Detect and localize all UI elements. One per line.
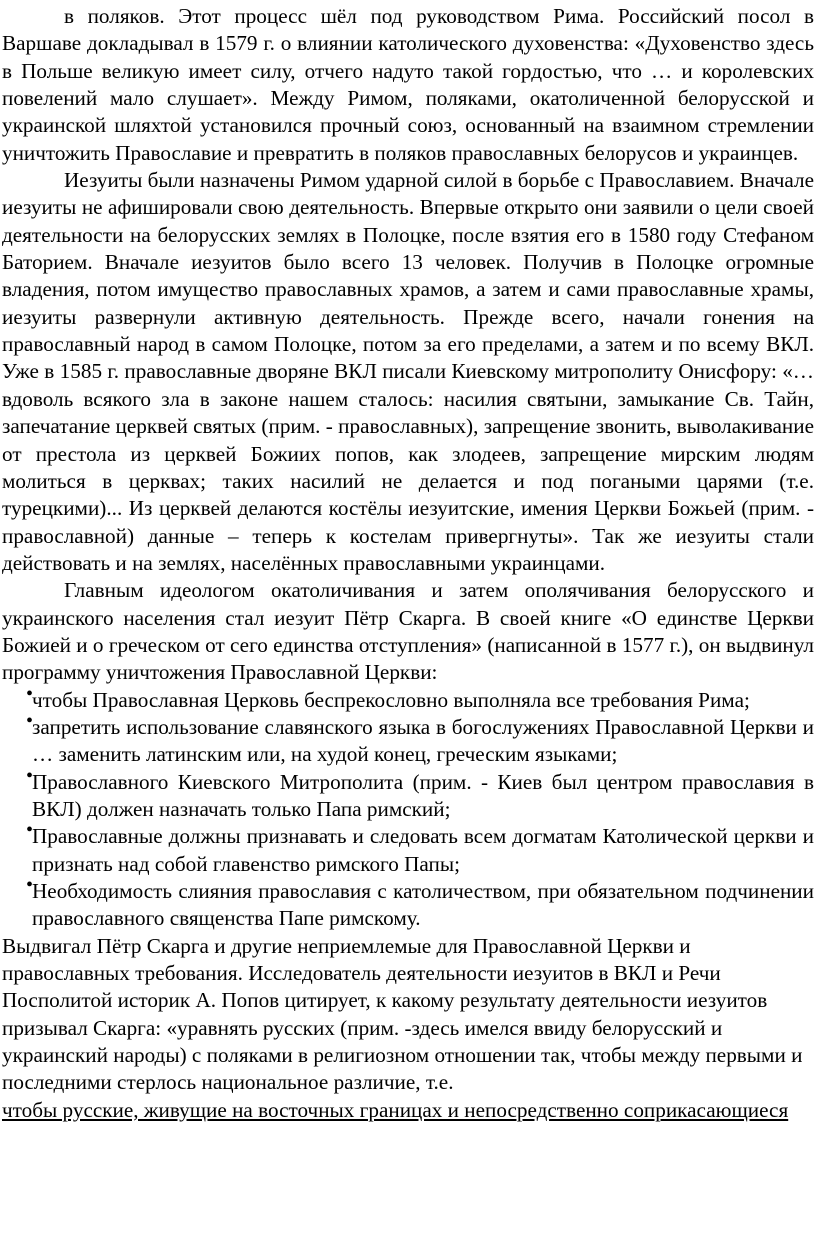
list-item: • запретить использование славянского языка в богослужениях Православной Церкви и … заменить латинским или, на худой конец, греческим языками; [32,714,814,769]
paragraph-2: Иезуиты были назначены Римом ударной силой в борьбе с Православием. Вначале иезуиты не афишировали свою деятельность. Впервые открыто они заявили о цели своей деятельности на белорусских землях в Полоцке, после взятия его в 1580 году Стефаном Баторием. Вначале иезуитов было всего 13 человек. Получив в Полоцке огромные владения, потом имущество православных храмов, а затем и сами православные храмы, иезуиты развернули активную деятельность. Прежде всего, начали гонения на православный народ в самом Полоцке, потом за его пределами, а затем и по всему ВКЛ. Уже в 1585 г. православные дворяне ВКЛ писали Киевскому митрополиту Онисфору: «… вдоволь всякого зла в законе нашем сталось: насилия святыни, замыкание Св. Тайн, запечатание церквей святых (прим. - православных), запрещение звонить, выволакивание от престола из церквей Божиих попов, как злодеев, запрещение мирским людям молиться в церквах; таких насилий не делается и под погаными царями (т.е. турецкими)... Из церквей делаются костёлы иезуитские, имения Церкви Божьей (прим. - православной) данные – теперь к костелам привергнуты». Так же иезуиты стали действовать и на землях, населённых православными украинцами. [2,168,814,575]
requirements-list [2,687,814,933]
list-item: • чтобы Православная Церковь беспрекословно выполняла все требования Рима; [32,687,814,714]
paragraph-4-text: Выдвигал Пётр Скарга и другие неприемлемые для Православной Церкви и православных требования. Исследователь деятельности иезуитов в ВКЛ и Речи Посполитой историк А. Попов цитирует, к какому результату деятельности иезуитов призывал Скарга: «уравнять русских (прим. -здесь имелся ввиду белорусский и украинский народы) с поляками в религиозном отношении так, чтобы между первыми и последними стерлось национальное различие, т.е. [2,933,803,1095]
paragraph-1: в поляков. Этот процесс шёл под руководством Рима. Российский посол в Варшаве докладывал в 1579 г. о влиянии католического духовенства: «Духовенство здесь в Польше великую имеет силу, отчего надуто такой гордостью, что … и королевских повелений мало слушает». Между Римом, поляками, окатоличенной белорусской и украинской шляхтой установился прочный союз, основанный на взаимном стремлении уничтожить Православие и превратить в поляков православных белорусов и украинцев. [2,4,814,165]
list-item: • Необходимость слияния православия с католичеством, при обязательном подчинении православного священства Папе римскому. [32,878,814,933]
paragraph-4-underlined-text: чтобы русские, живущие на восточных границах и непосредственно соприкасающиеся [2,1097,789,1122]
paragraph-3: Главным идеологом окатоличивания и затем ополячивания белорусского и украинского населения стал иезуит Пётр Скарга. В своей книге «О единстве Церкви Божией и о греческом от сего единства отступления» (написанной в 1577 г.), он выдвинул программу уничтожения Православной Церкви: [2,578,814,685]
paragraph-4 [2,933,814,1124]
list-item: • Православного Киевского Митрополита (прим. - Киев был центром православия в ВКЛ) должен назначать только Папа римский; [32,769,814,824]
list-item: • Православные должны признавать и следовать всем догматам Католической церкви и признать над собой главенство римского Папы; [32,823,814,878]
